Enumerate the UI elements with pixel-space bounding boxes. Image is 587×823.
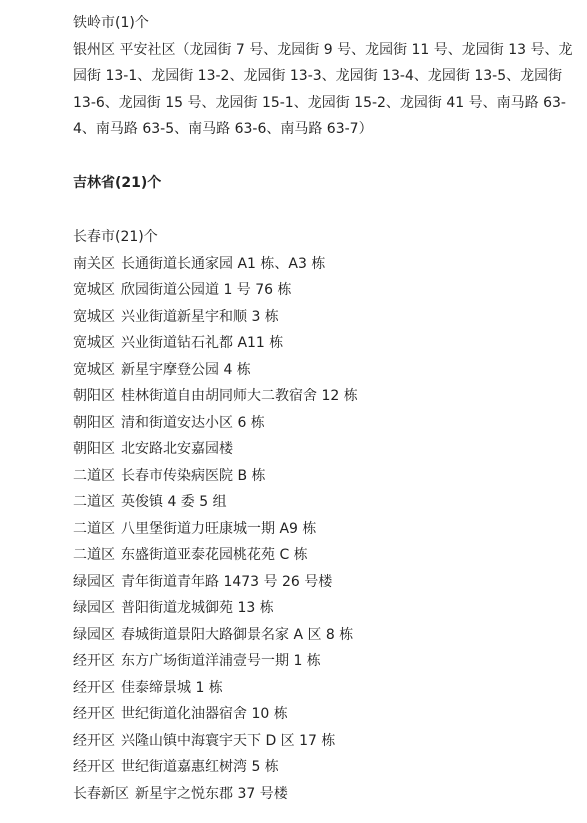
list-item [73,569,587,596]
list-item [73,383,587,410]
address-text: 北安路北安嘉园楼 [121,441,233,457]
list-item [73,781,587,808]
address-text: 东方广场街道洋浦壹号一期 1 栋 [121,653,321,669]
district-label: 经开区 [73,759,115,775]
district-label: 经开区 [73,653,115,669]
address-text: 清和街道安达小区 6 栋 [121,414,265,431]
list-item [73,251,587,278]
list-item [73,516,587,543]
entry-yinzhou-pingan: 银州区 平安社区（龙园街 7 号、龙园街 9 号、龙园街 11 号、龙园街 13 号、龙园街 13-1、龙园街 13-2、龙园街 13-3、龙园街 13-4、龙园街 13-5、龙园街 13-6、龙园街 15 号、龙园街 15-1、龙园街 15-2、龙园街 41 号、南马路 63-4、南马路 63-5、南马路 63-6、南马路 63-7） [73,41,573,137]
district-label: 经开区 [73,732,115,749]
district-label: 经开区 [73,679,115,696]
address-text: 青年街道青年路 1473 号 26 号楼 [121,573,333,590]
address-text: 欣园街道公园道 1 号 76 栋 [121,282,292,298]
district-label: 绿园区 [73,626,115,643]
address-text: 春城街道景阳大路御景名家 A 区 8 栋 [121,626,354,643]
district-label: 二道区 [73,547,115,563]
list-item [73,277,587,304]
district-label: 宽城区 [73,335,115,351]
district-label: 经开区 [73,706,115,722]
address-text: 世纪街道化油器宿舍 10 栋 [121,706,288,722]
address-text: 八里堡街道力旺康城一期 A9 栋 [121,520,317,537]
list-item [73,357,587,384]
district-label: 朝阳区 [73,388,115,404]
district-label: 长春新区 [73,785,129,802]
list-item [73,463,587,490]
district-label: 二道区 [73,520,115,537]
list-item [73,728,587,755]
district-label: 朝阳区 [73,441,115,457]
list-item [73,330,587,357]
address-text: 普阳街道龙城御苑 13 栋 [121,600,274,616]
province-heading-jilin: 吉林省(21)个 [73,174,162,191]
address-text: 东盛街道亚泰花园桃花苑 C 栋 [121,547,308,563]
list-item [73,648,587,675]
district-label: 二道区 [73,494,115,510]
city-heading-changchun: 长春市(21)个 [73,229,158,245]
address-text: 新星宇之悦东郡 37 号楼 [135,785,288,802]
list-item [73,595,587,622]
changchun-entry-list [73,251,587,808]
list-item [73,622,587,649]
list-item [73,436,587,463]
list-item [73,754,587,781]
list-item [73,304,587,331]
address-text: 兴业街道新星宇和顺 3 栋 [121,308,279,325]
list-item [73,410,587,437]
address-text: 世纪街道嘉惠红树湾 5 栋 [121,759,279,775]
list-item [73,675,587,702]
address-text: 英俊镇 4 委 5 组 [121,494,227,510]
city-heading-tieling: 铁岭市(1)个 [73,15,149,31]
address-text: 桂林街道自由胡同师大二教宿舍 12 栋 [121,388,358,404]
address-text: 长通街道长通家园 A1 栋、A3 栋 [121,255,326,272]
district-label: 南关区 [73,255,115,272]
list-item [73,542,587,569]
address-text: 佳泰缔景城 1 栋 [121,679,223,696]
list-item [73,489,587,516]
district-label: 朝阳区 [73,414,115,431]
district-label: 宽城区 [73,282,115,298]
address-text: 兴业街道钻石礼都 A11 栋 [121,335,284,351]
address-text: 长春市传染病医院 B 栋 [121,467,266,484]
district-label: 绿园区 [73,573,115,590]
district-label: 绿园区 [73,600,115,616]
district-label: 宽城区 [73,361,115,378]
list-item [73,701,587,728]
address-text: 新星宇摩登公园 4 栋 [121,361,251,378]
district-label: 二道区 [73,467,115,484]
district-label: 宽城区 [73,308,115,325]
address-text: 兴隆山镇中海寰宇天下 D 区 17 栋 [121,732,336,749]
